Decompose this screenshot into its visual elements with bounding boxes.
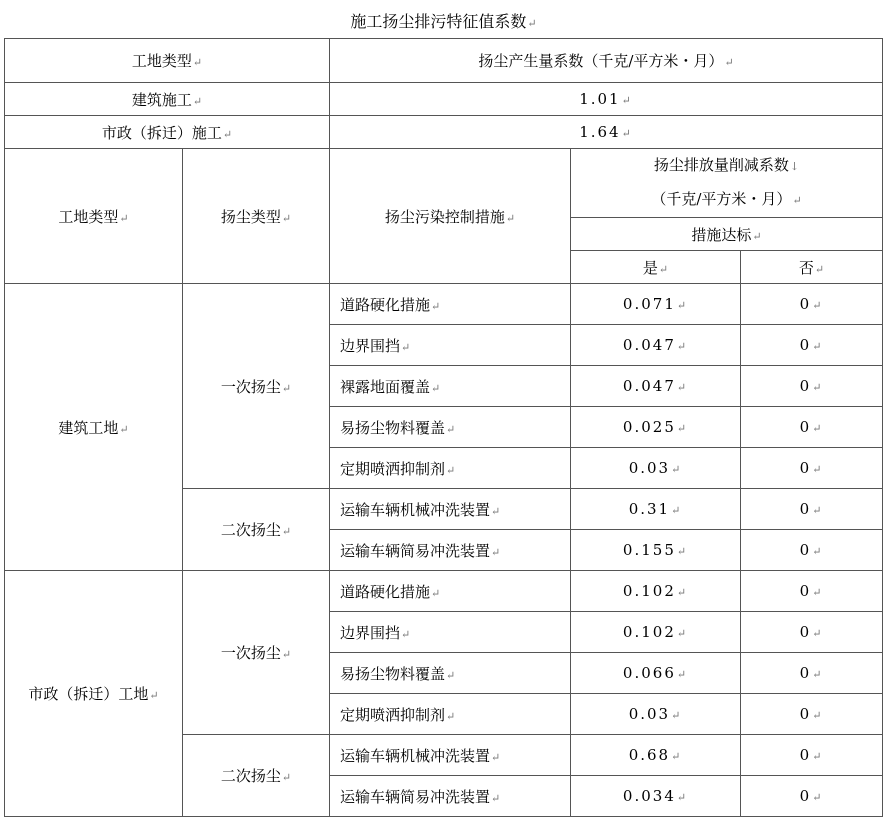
coef-header-site-type: 工地类型↵ [5,39,330,83]
control-measure-cell: 运输车辆简易冲洗装置↵ [330,776,571,817]
coefficient-yes-cell: 0.03↵ [571,448,741,489]
site-type-cell: 建筑工地↵ [5,284,183,571]
coef-site-type: 建筑施工↵ [5,83,330,116]
coefficient-yes-cell: 0.025↵ [571,407,741,448]
coefficient-yes-cell: 0.034↵ [571,776,741,817]
document-title: 施工扬尘排污特征值系数↵ [350,12,537,31]
dust-type-cell: 二次扬尘↵ [183,735,330,817]
header-standard-met: 措施达标↵ [571,218,883,251]
coefficient-no-cell: 0↵ [741,571,883,612]
control-measure-cell: 运输车辆机械冲洗装置↵ [330,489,571,530]
coefficient-yes-cell: 0.102↵ [571,571,741,612]
site-type-cell: 市政（拆迁）工地↵ [5,571,183,817]
coef-row [5,83,883,116]
coef-value: 1.01↵ [330,83,883,116]
coefficient-no-cell: 0↵ [741,325,883,366]
header-dust-type: 扬尘类型↵ [183,149,330,284]
coefficient-no-cell: 0↵ [741,489,883,530]
coefficient-no-cell: 0↵ [741,448,883,489]
coefficient-no-cell: 0↵ [741,776,883,817]
coefficient-no-cell: 0↵ [741,735,883,776]
coefficient-yes-cell: 0.03↵ [571,694,741,735]
dust-type-cell: 一次扬尘↵ [183,571,330,735]
control-measure-cell: 定期喷洒抑制剂↵ [330,694,571,735]
control-measure-cell: 边界围挡↵ [330,612,571,653]
dust-type-cell: 一次扬尘↵ [183,284,330,489]
table-row [5,284,883,325]
coefficient-no-cell: 0↵ [741,407,883,448]
reduction-header-row [5,149,883,218]
coefficient-no-cell: 0↵ [741,530,883,571]
header-site-type: 工地类型↵ [5,149,183,284]
coef-header-row [5,39,883,83]
dust-type-cell: 二次扬尘↵ [183,489,330,571]
control-measure-cell: 边界围挡↵ [330,325,571,366]
coefficient-yes-cell: 0.102↵ [571,612,741,653]
control-measure-cell: 定期喷洒抑制剂↵ [330,448,571,489]
coefficient-no-cell: 0↵ [741,653,883,694]
coefficient-no-cell: 0↵ [741,694,883,735]
coefficient-no-cell: 0↵ [741,284,883,325]
coef-site-type: 市政（拆迁）施工↵ [5,116,330,149]
coefficient-no-cell: 0↵ [741,366,883,407]
control-measure-cell: 裸露地面覆盖↵ [330,366,571,407]
header-no: 否↵ [741,251,883,284]
coefficient-yes-cell: 0.071↵ [571,284,741,325]
coefficient-yes-cell: 0.68↵ [571,735,741,776]
control-measure-cell: 易扬尘物料覆盖↵ [330,653,571,694]
coef-value: 1.64↵ [330,116,883,149]
header-control-measure: 扬尘污染控制措施↵ [330,149,571,284]
coefficient-yes-cell: 0.31↵ [571,489,741,530]
dust-coefficient-table [4,38,883,817]
control-measure-cell: 道路硬化措施↵ [330,571,571,612]
header-reduction-coefficient: 扬尘排放量削减系数↓ （千克/平方米・月）↵ [571,149,883,218]
coefficient-no-cell: 0↵ [741,612,883,653]
control-measure-cell: 易扬尘物料覆盖↵ [330,407,571,448]
coef-row [5,116,883,149]
coefficient-yes-cell: 0.047↵ [571,366,741,407]
header-yes: 是↵ [571,251,741,284]
coef-header-coefficient: 扬尘产生量系数（千克/平方米・月）↵ [330,39,883,83]
coefficient-yes-cell: 0.155↵ [571,530,741,571]
control-measure-cell: 运输车辆机械冲洗装置↵ [330,735,571,776]
control-measure-cell: 运输车辆简易冲洗装置↵ [330,530,571,571]
table-row [5,571,883,612]
coefficient-yes-cell: 0.047↵ [571,325,741,366]
coefficient-yes-cell: 0.066↵ [571,653,741,694]
control-measure-cell: 道路硬化措施↵ [330,284,571,325]
